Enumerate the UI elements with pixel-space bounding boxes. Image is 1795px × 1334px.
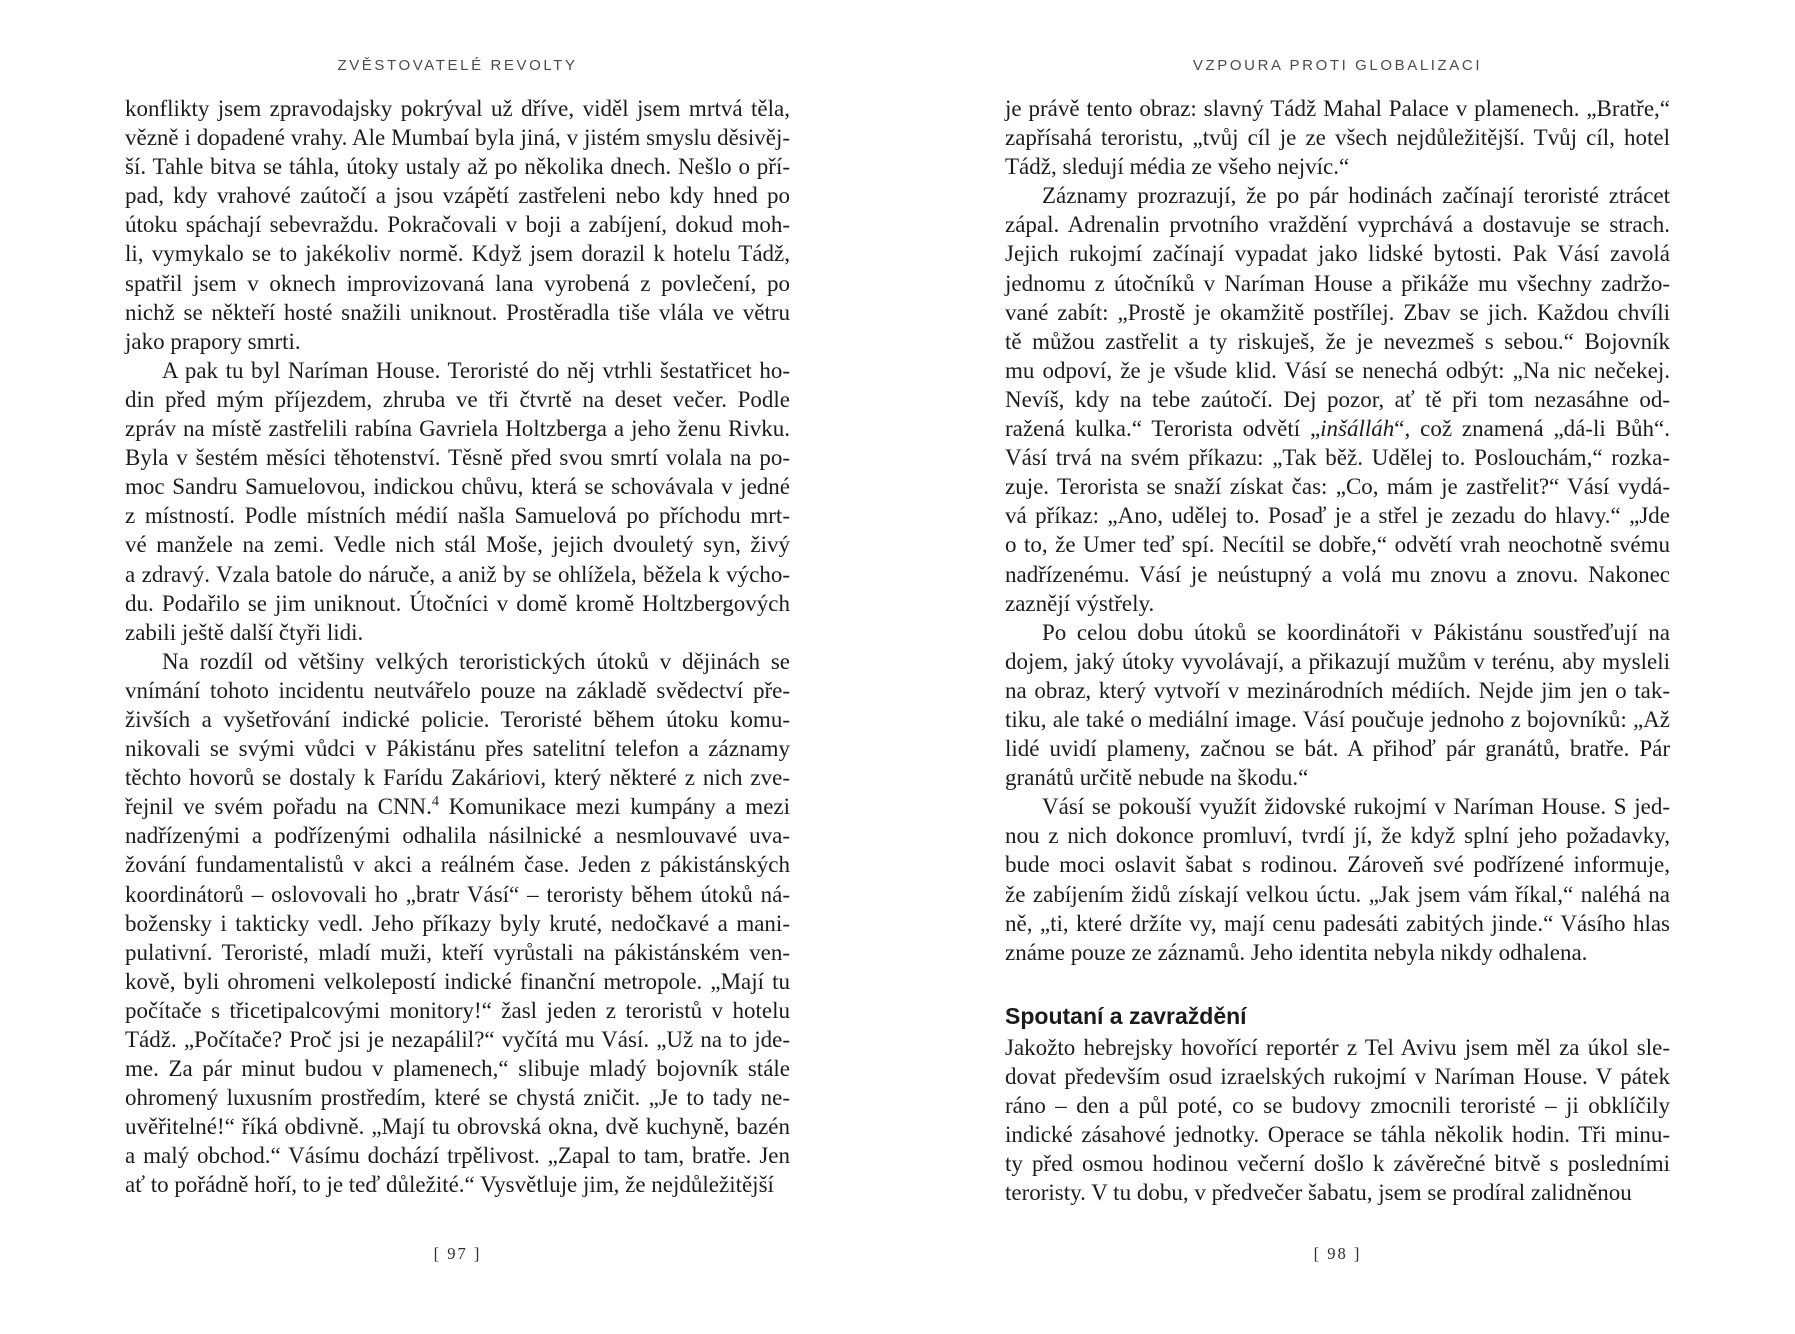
- text-line: zaznějí výstřely.: [1005, 590, 1155, 616]
- text-line: konflikty jsem zpravodajsky pokrýval už dříve, viděl jsem mrtvá těla,: [125, 96, 790, 121]
- text-line: ší. Tahle bitva se táhla, útoky ustaly až po několika dnech. Nešlo o pří-: [125, 154, 790, 180]
- text-line: vězně i dopadené vrahy. Ale Mumbaí byla jiná, v jistém smyslu děsivěj-: [125, 125, 790, 151]
- text-line: nikovali se svými vůdci v Pákistánu přes satelitní telefon a záznamy: [125, 736, 790, 762]
- text-line: zuje. Terorista se snaží získat čas: „Co, mám je zastřelit?“ Vásí vydá-: [1005, 474, 1670, 500]
- text-line: Vásí se pokouší využít židovské rukojmí v Naríman House. S jed-: [1042, 794, 1670, 820]
- text-line: din před mým příjezdem, zhruba ve tři čtvrtě na deset večer. Podle: [125, 386, 790, 412]
- text-line: spatřil jsem v oknech improvizovaná lana vyrobená z povlečení, po: [125, 270, 790, 296]
- text-line: ražená kulka.“ Terorista odvětí „inšálláh“, což znamená „dá-li Bůh“.: [1005, 416, 1670, 442]
- text-line: ať to pořádně hoří, to je teď důležité.“ Vysvětluje jim, že nejdůležitější: [125, 1172, 774, 1198]
- paragraph: [125, 356, 790, 647]
- running-head-left: ZVĚSTOVATELÉ REVOLTY: [337, 57, 578, 74]
- text-line: a zdravý. Vzala batole do náruče, a aniž by se ohlížela, běžela k výcho-: [125, 561, 790, 587]
- page-right: [1005, 0, 1670, 1334]
- text-line: vá příkaz: „Ano, udělej to. Posaď je a střel je zezadu do hlavy.“ „Jde: [1005, 503, 1670, 529]
- text-line: nadřízenými a podřízenými odhalila násilnické a nesmlouvavé uva-: [125, 823, 790, 849]
- text-line: bude moci oslavit šabat s rodinou. Zároveň své podřízené informuje,: [1005, 852, 1670, 878]
- page-number-right: [ 98 ]: [1313, 1244, 1362, 1263]
- text-line: jako prapory smrti.: [125, 328, 301, 354]
- paragraph: [1005, 181, 1670, 617]
- text-line: dojem, jaký útoky vyvolávají, a přikazují mužům v terénu, aby mysleli: [1005, 648, 1670, 674]
- text-line: je právě tento obraz: slavný Tádž Mahal Palace v plamenech. „Bratře,“: [1005, 96, 1670, 121]
- text-line: teroristy. V tu dobu, v předvečer šabatu, jsem se prodíral zalidněnou: [1005, 1180, 1632, 1206]
- text-line: Záznamy prozrazují, že po pár hodinách začínají teroristé ztrácet: [1042, 183, 1670, 209]
- text-line: Tádž, sledují média ze všeho nejvíc.“: [1005, 154, 1350, 180]
- text-line: tě můžou zastřelit a ty riskuješ, že je nevezmeš s sebou.“ Bojovník: [1005, 328, 1670, 354]
- section-heading: Spoutaní a zavraždění: [1005, 1002, 1247, 1029]
- paragraph: [1005, 792, 1670, 967]
- text-line: ráno – den a půl poté, co se budovy zmocnili teroristé – ji obklíčily: [1005, 1093, 1670, 1118]
- text-line: Tádž. „Počítače? Proč jsi je nezapálil?“ vyčítá mu Vásí. „Už na to jde-: [125, 1027, 790, 1052]
- text-line: jednomu z útočníků v Naríman House a přikáže mu všechny zadržo-: [1005, 270, 1670, 296]
- text-line: uvěřitelné!“ říká obdivně. „Mají tu obrovská okna, dvě kuchyně, bazén: [125, 1114, 790, 1140]
- paragraph: [125, 94, 790, 356]
- text-line: ty před osmou hodinou večerní došlo k závěrečné bitvě s posledními: [1005, 1151, 1670, 1177]
- text-line: Jakožto hebrejsky hovořící reportér z Tel Avivu jsem měl za úkol sle-: [1005, 1034, 1670, 1060]
- text-line: Jejich rukojmí začínají vypadat jako lidské bytosti. Pak Vásí zavolá: [1005, 241, 1670, 267]
- text-line: vnímání tohoto incidentu neutvářelo pouze na základě svědectví pře-: [125, 677, 790, 703]
- text-line: granátů určitě nebude na škodu.“: [1005, 765, 1309, 791]
- text-line: nichž se někteří hosté snažili uniknout. Prostěradla tiše vlála ve větru: [125, 299, 790, 325]
- text-line: zapřísahá teroristu, „tvůj cíl je ze všech nejdůležitější. Tvůj cíl, hotel: [1005, 125, 1670, 151]
- text-line: pulativní. Teroristé, mladí muži, kteří vyrůstali na pákistánském ven-: [125, 939, 790, 965]
- text-line: kově, byli ohromeni velkolepostí indické finanční metropole. „Mají tu: [125, 968, 790, 994]
- text-line: vé manžele na zemi. Vedle nich stál Moše, jejich dvouletý syn, živý: [125, 532, 790, 558]
- text-line: moc Sandru Samuelovou, indickou chůvu, která se schovávala v jedné: [125, 474, 790, 500]
- text-line: nou z nich dokonce promluví, tvrdí jí, že když splní jeho požadavky,: [1005, 823, 1670, 849]
- paragraph: [125, 647, 790, 1200]
- text-line: na obraz, který vytvoří v mezinárodních médiích. Nejde jim jen o tak-: [1005, 677, 1670, 703]
- text-line: pad, kdy vrahové zaútočí a jsou vzápětí zastřeleni nebo kdy hned po: [125, 183, 790, 209]
- text-line: žování fundamentalistů v akci a reálném čase. Jeden z pákistánských: [125, 852, 790, 878]
- text-line: li, vymykalo se to jakékoliv normě. Když jsem dorazil k hotelu Tádž,: [125, 241, 790, 267]
- text-line: počítače s třicetipalcovými monitory!“ žasl jeden z teroristů v hotelu: [125, 997, 790, 1023]
- text-line: ohromený luxusním prostředím, které se chystá zničit. „Je to tady ne-: [125, 1085, 790, 1111]
- text-line: zpráv na místě zastřelili rabína Gavriela Holtzberga a jeho ženu Rivku.: [125, 416, 790, 442]
- running-head-right: VZPOURA PROTI GLOBALIZACI: [1192, 57, 1483, 74]
- text-line: Byla v šestém měsíci těhotenství. Těsně před svou smrtí volala na po-: [125, 445, 790, 471]
- text-line: indické zásahové jednotky. Operace se táhla několik hodin. Tři minu-: [1005, 1122, 1670, 1148]
- text-line: z místností. Podle místních médií našla Samuelová po příchodu mrt-: [125, 503, 790, 529]
- text-line: těchto hovorů se dostaly k Farídu Zakáriovi, který některé z nich zve-: [125, 765, 790, 791]
- text-line: a malý obchod.“ Vásímu dochází trpělivost. „Zapal to tam, bratře. Jen: [125, 1143, 790, 1169]
- text-line: zabili ještě další čtyři lidi.: [125, 619, 364, 645]
- paragraph: [1005, 94, 1670, 181]
- text-line: útoku spáchají sebevraždu. Pokračovali v boji a zabíjení, dokud moh-: [125, 212, 790, 238]
- text-line: du. Podařilo se jim uniknout. Útočníci v domě kromě Holtzbergových: [125, 590, 790, 616]
- text-line: lidé uvidí plameny, začnou se bát. A přihoď pár granátů, bratře. Pár: [1005, 736, 1670, 762]
- text-line: řejnil ve svém pořadu na CNN.$^4$ Komunikace mezi kumpány a mezi: [125, 793, 790, 820]
- text-line: mu odpoví, že je všude klid. Vásí se nenechá odbýt: „Na nic nečekej.: [1005, 357, 1670, 383]
- text-line: o to, že Umer teď spí. Necítil se dobře,“ odvětí vrah neochotně svému: [1005, 532, 1670, 558]
- text-line: že zabíjením židů získají velkou úctu. „Jak jsem vám říkal,“ naléhá na: [1005, 881, 1670, 907]
- text-line: koordinátorů – oslovovali ho „bratr Vásí“ – teroristy během útoků ná-: [125, 881, 790, 907]
- page-body-right: [1005, 94, 1670, 1207]
- page-body-left: [125, 94, 790, 1200]
- text-line: A pak tu byl Naríman House. Teroristé do něj vtrhli šestatřicet ho-: [162, 357, 790, 383]
- paragraph: [1005, 618, 1670, 793]
- text-line: Nevíš, kdy na tebe zaútočí. Dej pozor, ať tě při tom nezasáhne od-: [1005, 386, 1670, 412]
- text-line: tiku, ale také o mediální image. Vásí poučuje jednoho z bojovníků: „Až: [1005, 706, 1670, 732]
- text-line: ně, „ti, které držíte vy, mají cenu padesáti zabitých jinde.“ Vásího hlas: [1005, 910, 1670, 936]
- text-line: vané zabít: „Prostě je okamžitě postřílej. Zbav se jich. Každou chvíli: [1005, 299, 1670, 325]
- text-line: zápal. Adrenalin prvotního vraždění vyprchává a dostavuje se strach.: [1005, 212, 1670, 238]
- text-line: me. Za pár minut budou v plamenech,“ slibuje mladý bojovník stále: [125, 1056, 790, 1082]
- page-left: [125, 0, 790, 1334]
- page-number-left: [ 97 ]: [433, 1244, 482, 1263]
- text-line: dovat především osud izraelských rukojmí v Naríman House. V pátek: [1005, 1063, 1670, 1089]
- text-line: nadřízenému. Vásí je neústupný a volá mu znovu a znovu. Nakonec: [1005, 561, 1670, 587]
- text-line: známe pouze ze záznamů. Jeho identita nebyla nikdy odhalena.: [1005, 939, 1588, 965]
- text-line: Vásí trvá na svém příkazu: „Tak běž. Udělej to. Poslouchám,“ rozka-: [1005, 445, 1670, 471]
- text-line: božensky i takticky vedl. Jeho příkazy byly kruté, nedočkavé a mani-: [125, 910, 790, 936]
- paragraph: [1005, 1033, 1670, 1208]
- text-line: živších a vyšetřování indické policie. Teroristé během útoku komu-: [125, 706, 790, 732]
- text-line: Na rozdíl od většiny velkých teroristických útoků v dějinách se: [162, 648, 790, 674]
- text-line: Po celou dobu útoků se koordinátoři v Pákistánu soustřeďují na: [1042, 619, 1670, 645]
